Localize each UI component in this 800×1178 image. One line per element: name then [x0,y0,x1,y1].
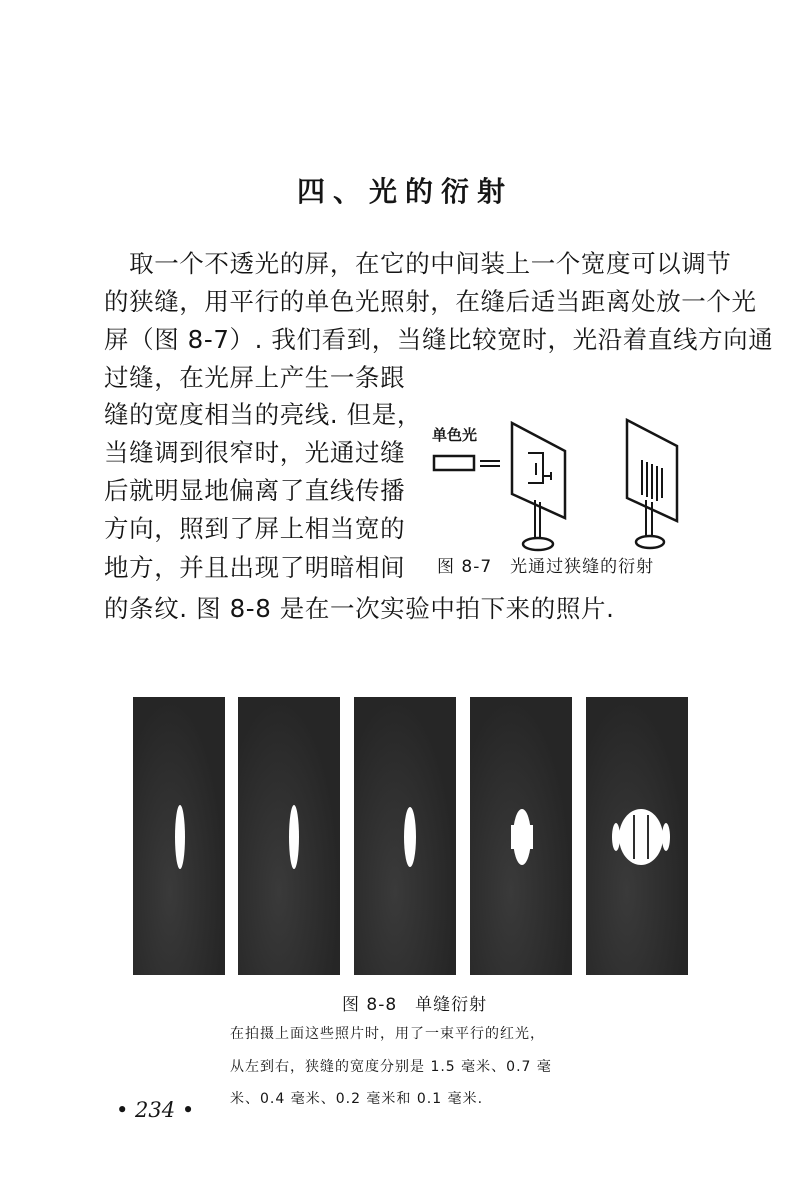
body-line: 方向，照到了屏上相当宽的 [104,514,406,543]
light-source [434,456,474,470]
body-line: 当缝调到很窄时，光通过缝 [104,438,406,467]
section-title: 四、光的衍射 [296,175,513,208]
body-line: 的条纹. 图 8-8 是在一次实验中拍下来的照片. [104,594,615,623]
body-line: 取一个不透光的屏，在它的中间装上一个宽度可以调节 [104,249,732,278]
figure-note-line: 米、0.4 毫米、0.2 毫米和 0.1 毫米. [230,1091,484,1107]
body-line: 缝的宽度相当的亮线. 但是， [104,400,422,429]
photo-slit-4 [470,697,572,975]
photo-slit-1 [133,697,225,975]
page-number: • 234 • [116,1098,195,1122]
body-line: 屏（图 8-7）. 我们看到，当缝比较宽时，光沿着直线方向通 [104,325,774,354]
figure-8-8-caption: 图 8-8 单缝衍射 [342,995,488,1015]
body-line: 过缝，在光屏上产生一条跟 [104,363,406,392]
bright-band [404,807,416,867]
photo-slit-3 [354,697,456,975]
figure-8-7-caption: 图 8-7 光通过狭缝的衍射 [437,557,655,577]
body-line: 后就明显地偏离了直线传播 [104,476,406,505]
bright-band [175,805,185,869]
bright-band [619,809,663,865]
monochromatic-light-label: 单色光 [432,426,478,444]
figure-note-line: 从左到右，狭缝的宽度分别是 1.5 毫米、0.7 毫 [230,1059,552,1075]
body-line: 地方，并且出现了明暗相间 [104,553,406,582]
photo-slit-2 [238,697,340,975]
slit-screen [512,423,565,518]
photo-slit-5 [586,697,688,975]
figure-note-line: 在拍摄上面这些照片时，用了一束平行的红光， [230,1026,545,1042]
body-line: 的狭缝，用平行的单色光照射，在缝后适当距离处放一个光 [104,287,757,316]
bright-band [289,805,299,869]
